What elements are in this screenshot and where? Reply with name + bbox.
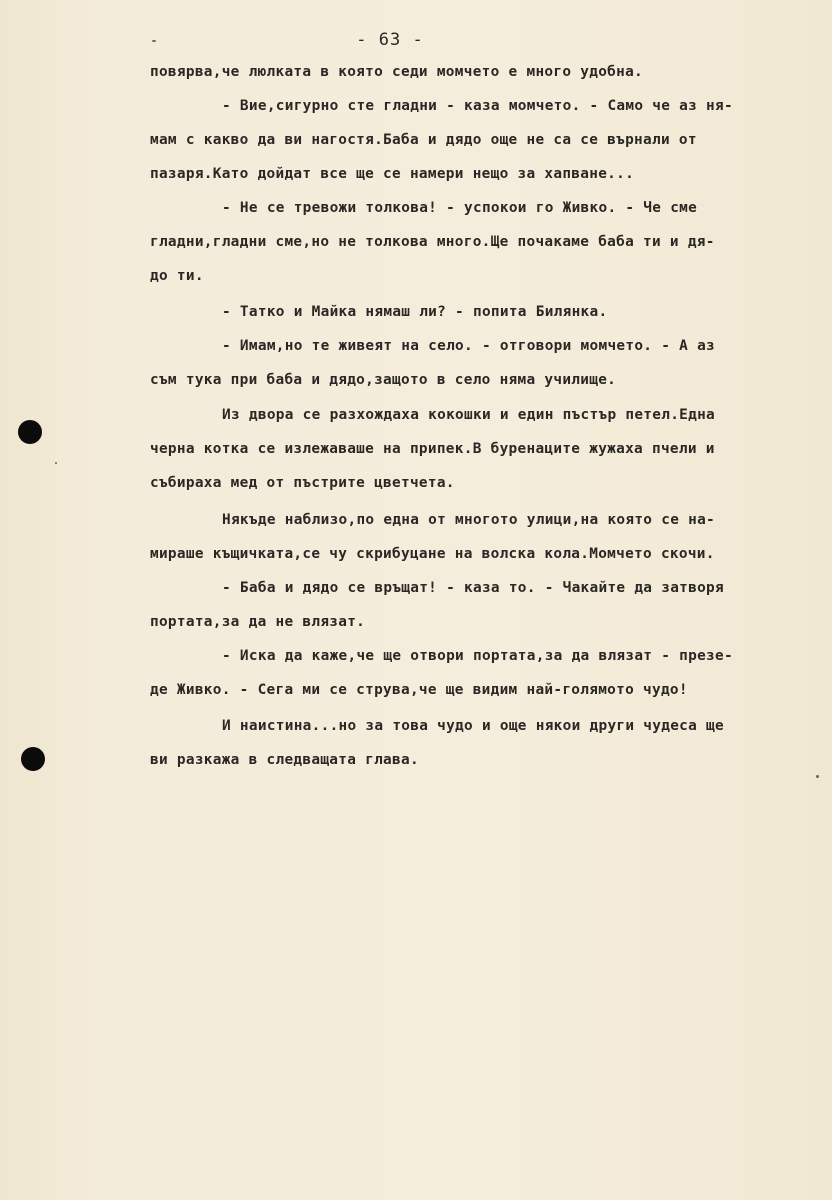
text-line: Из двора се разхождаха кокошки и един пъстър петел.Една	[222, 407, 716, 423]
text-line: ви разкажа в следващата глава.	[150, 752, 419, 768]
text-line: черна котка се излежаваше на припек.В буренаците жужаха пчели и	[150, 441, 715, 457]
text-line: пазаря.Като дойдат все ще се намери нещо за хапване...	[150, 166, 635, 182]
text-line: - Имам,но те живеят на село. - отговори момчето. - А аз	[222, 338, 716, 354]
text-line: съм тука при баба и дядо,защото в село няма училище.	[150, 372, 617, 388]
text-line: - Татко и Майка нямаш ли? - попита Билянка.	[222, 304, 608, 320]
paper-speck	[816, 775, 819, 778]
text-line: повярва,че люлката в която седи момчето е много удобна.	[150, 64, 644, 80]
text-line: - Иска да каже,че ще отвори портата,за да влязат - презе-	[222, 648, 733, 664]
text-line: Някъде наблизо,по една от многото улици,на която се на-	[222, 512, 716, 528]
paper-speck	[152, 40, 156, 42]
text-line: мам с какво да ви нагостя.Баба и дядо още не са се върнали от	[150, 132, 697, 148]
text-line: до ти.	[150, 268, 204, 284]
text-line: мираше къщичката,се чу скрибуцане на волска кола.Момчето скочи.	[150, 546, 715, 562]
text-line: де Живко. - Сега ми се струва,че ще видим най-голямото чудо!	[150, 682, 688, 698]
text-line: - Не се тревожи толкова! - успокои го Живко. - Че сме	[222, 200, 698, 216]
text-line: И наистина...но за това чудо и още някои други чудеса ще	[222, 718, 724, 734]
text-line: събираха мед от пъстрите цветчета.	[150, 475, 455, 491]
text-line: гладни,гладни сме,но не толкова много.Ще почакаме баба ти и дя-	[150, 234, 715, 250]
punch-hole	[18, 420, 42, 444]
paper-speck	[55, 462, 57, 464]
punch-hole	[21, 747, 45, 771]
text-line: - Баба и дядо се връщат! - каза то. - Чакайте да затворя	[222, 580, 724, 596]
page-number: - 63 -	[356, 30, 424, 50]
text-line: портата,за да не влязат.	[150, 614, 366, 630]
text-line: - Вие,сигурно сте гладни - каза момчето. - Само че аз ня-	[222, 98, 733, 114]
